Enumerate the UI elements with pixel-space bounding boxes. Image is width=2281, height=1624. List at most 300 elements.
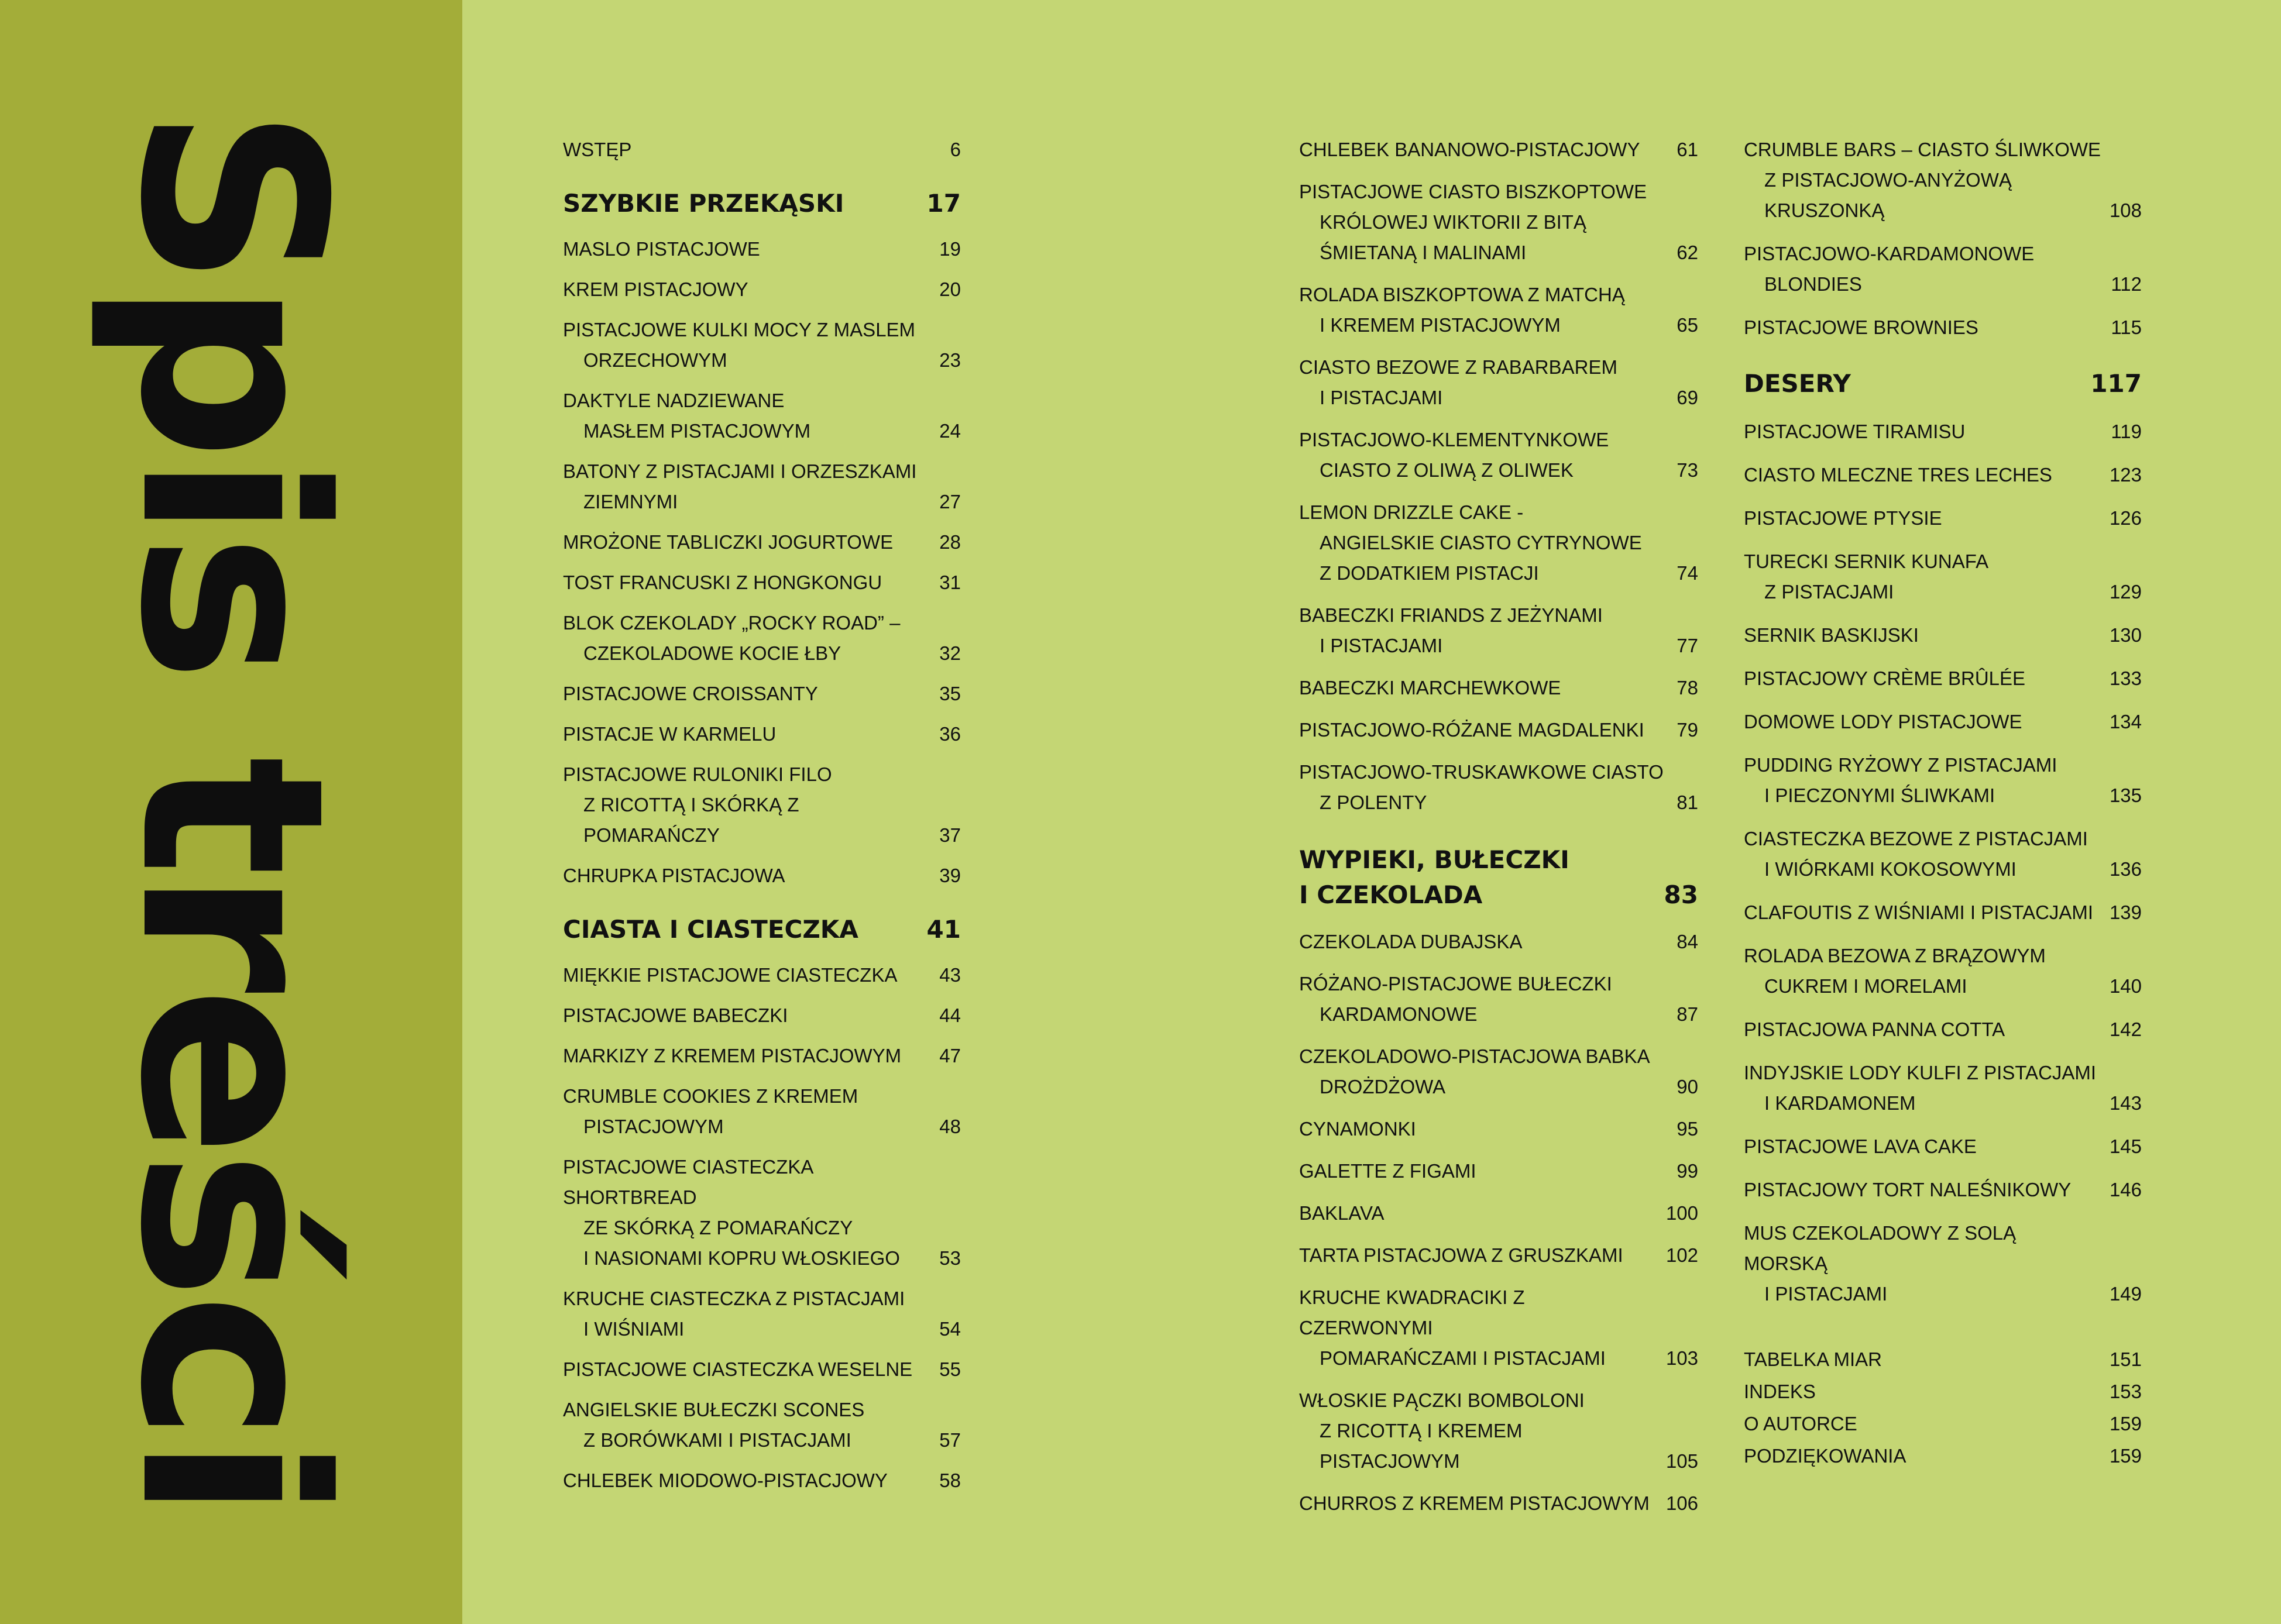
toc-title-line: PISTACJOWE RULONIKI FILO	[563, 763, 832, 785]
toc-entry-title	[1744, 417, 1965, 447]
toc-title-line: Z PISTACJOWO-ANYŻOWĄ	[1764, 169, 2012, 191]
toc-entry[interactable]	[1299, 1385, 1698, 1477]
toc-page-number: 119	[2111, 421, 2142, 442]
toc-page-number: 87	[1677, 1003, 1698, 1025]
toc-title-line: WŁOSKIE PĄCZKI BOMBOLONI	[1299, 1389, 1585, 1411]
toc-title-line: PISTACJOWO-RÓŻANE MAGDALENKI	[1299, 719, 1644, 741]
toc-title-line: Z BORÓWKAMI I PISTACJAMI	[583, 1429, 851, 1451]
toc-entry-title	[1744, 620, 1919, 651]
toc-title-line: ROLADA BISZKOPTOWA Z MATCHĄ	[1299, 284, 1625, 305]
toc-page-number: 115	[2111, 316, 2142, 338]
toc-entry[interactable]	[1299, 969, 1698, 1030]
toc-title-line: GALETTE Z FIGAMI	[1299, 1160, 1476, 1182]
toc-title-line: WYPIEKI, BUŁECZKI	[1299, 845, 1569, 874]
toc-page-number: 90	[1677, 1076, 1698, 1097]
toc-entry[interactable]	[563, 861, 961, 891]
toc-entry-title	[563, 135, 631, 165]
toc-entry-title	[1299, 1282, 1660, 1374]
toc-page-number: 145	[2109, 1136, 2142, 1157]
toc-entry-title	[1299, 1156, 1476, 1186]
toc-entry[interactable]	[563, 527, 961, 558]
toc-entry[interactable]	[1299, 177, 1698, 268]
toc-entry-title	[1299, 1114, 1416, 1144]
toc-title-line: CIASTO MLECZNE TRES LECHES	[1744, 464, 2052, 486]
toc-title-line: CZEKOLADOWE KOCIE ŁBY	[583, 642, 841, 664]
toc-entry[interactable]	[563, 1284, 961, 1344]
toc-page-number: 134	[2109, 711, 2142, 732]
toc-page-number: 140	[2109, 975, 2142, 997]
toc-entry[interactable]	[1299, 280, 1698, 340]
toc-title-line: KRÓLOWEJ WIKTORII Z BITĄ	[1320, 211, 1586, 233]
toc-entry[interactable]	[563, 386, 961, 446]
toc-entry-title	[1299, 757, 1664, 818]
toc-entry-title	[563, 1041, 901, 1071]
toc-entry-title	[1299, 1385, 1660, 1477]
toc-entry-title	[1299, 1240, 1623, 1271]
toc-entry[interactable]	[1744, 239, 2142, 300]
toc-page-number: 27	[939, 491, 961, 512]
toc-title-line: MASŁEM PISTACJOWYM	[583, 420, 811, 442]
toc-title-line: BAKLAVA	[1299, 1202, 1385, 1224]
toc-title-line: RÓŻANO-PISTACJOWE BUŁECZKI	[1299, 973, 1612, 995]
toc-title-line: CIASTO Z OLIWĄ Z OLIWEK	[1320, 459, 1574, 481]
toc-entry[interactable]	[563, 608, 961, 669]
toc-entry[interactable]	[1299, 497, 1698, 589]
toc-page-number: 62	[1677, 242, 1698, 263]
toc-page-number: 95	[1677, 1118, 1698, 1140]
toc-entry-title	[563, 1152, 933, 1274]
toc-title-line: PISTACJOWO-TRUSKAWKOWE CIASTO	[1299, 761, 1664, 783]
toc-entry-title	[1744, 460, 2052, 490]
toc-title-line: PISTACJOWE CIASTO BISZKOPTOWE	[1299, 181, 1647, 202]
toc-entry-title	[1744, 503, 1942, 534]
toc-page-number: 102	[1665, 1244, 1698, 1266]
toc-entry[interactable]	[1744, 1409, 2142, 1439]
toc-title-line: TARTA PISTACJOWA Z GRUSZKAMI	[1299, 1244, 1623, 1266]
toc-entry-title	[563, 386, 810, 446]
toc-entry[interactable]	[1744, 1218, 2142, 1309]
toc-entry-title	[1744, 1377, 1816, 1407]
toc-entry-title	[1744, 941, 2046, 1002]
toc-title-line: BABECZKI MARCHEWKOWE	[1299, 677, 1561, 699]
toc-entry[interactable]	[563, 960, 961, 990]
toc-entry[interactable]	[1299, 1240, 1698, 1271]
toc-page-number: 17	[926, 189, 961, 218]
toc-page-number: 47	[939, 1045, 961, 1066]
toc-entry-title	[563, 861, 785, 891]
toc-entry[interactable]	[1299, 425, 1698, 486]
toc-title-line: DESERY	[1744, 369, 1851, 398]
toc-column-3	[1744, 135, 2142, 1473]
toc-page-number: 146	[2109, 1179, 2142, 1200]
toc-entry-title	[1299, 1041, 1650, 1102]
toc-entry[interactable]	[563, 1041, 961, 1071]
toc-page-number: 31	[939, 572, 961, 593]
toc-title-line: PISTACJOWY CRÈME BRÛLÉE	[1744, 668, 2026, 689]
toc-entry-title	[1744, 1409, 1857, 1439]
toc-entry-title	[1744, 1175, 2071, 1205]
toc-page-number: 43	[939, 964, 961, 986]
toc-section-heading[interactable]	[1744, 366, 2142, 401]
toc-title-line: CHLEBEK MIODOWO-PISTACJOWY	[563, 1470, 888, 1491]
toc-title-line: PISTACJOWE CIASTECZKA WESELNE	[563, 1358, 913, 1380]
toc-title-line: I PISTACJAMI	[1764, 1283, 1888, 1305]
toc-page-number: 73	[1677, 459, 1698, 481]
toc-entry-title	[1299, 280, 1625, 340]
toc-entry-title	[563, 186, 844, 221]
toc-entry[interactable]	[1744, 1175, 2142, 1205]
toc-title-line: CYNAMONKI	[1299, 1118, 1416, 1140]
toc-entry-title	[1744, 312, 1978, 343]
toc-page-number: 41	[926, 915, 961, 944]
toc-entry-title	[1299, 497, 1642, 589]
toc-title-line: Z RICOTTĄ I KREMEM PISTACJOWYM	[1320, 1420, 1523, 1472]
toc-entry[interactable]	[563, 1081, 961, 1142]
toc-entry-title	[1299, 927, 1522, 957]
toc-page-number: 44	[939, 1004, 961, 1026]
toc-entry[interactable]	[563, 1395, 961, 1456]
toc-title-line: I PISTACJAMI	[1320, 635, 1443, 656]
toc-page-number: 123	[2109, 464, 2142, 486]
toc-page-number: 24	[939, 420, 961, 442]
toc-title-line: TURECKI SERNIK KUNAFA	[1744, 550, 1989, 572]
toc-entry-title	[1744, 546, 1988, 607]
toc-entry[interactable]	[1299, 600, 1698, 661]
toc-column-2	[1299, 135, 1698, 1530]
toc-entry-title	[1744, 135, 2101, 226]
toc-entry[interactable]	[1744, 1377, 2142, 1407]
toc-title-line: KRUCHE CIASTECZKA Z PISTACJAMI	[563, 1288, 905, 1309]
toc-entry[interactable]	[563, 679, 961, 709]
toc-entry[interactable]	[563, 1152, 961, 1274]
toc-section-heading[interactable]	[1299, 842, 1698, 913]
toc-entry-title	[1744, 1218, 2104, 1309]
toc-entry[interactable]	[1744, 707, 2142, 737]
toc-title-line: I KREMEM PISTACJOWYM	[1320, 314, 1561, 336]
toc-entry-title	[1744, 1058, 2096, 1119]
toc-entry[interactable]	[1299, 1156, 1698, 1186]
toc-title-line: PISTACJOWE BROWNIES	[1744, 316, 1978, 338]
toc-entry-title	[1744, 1131, 1977, 1162]
toc-entry-title	[1299, 425, 1609, 486]
toc-entry-title	[1299, 135, 1640, 165]
toc-entry-title	[1744, 824, 2088, 885]
toc-page-number: 117	[2090, 369, 2142, 398]
toc-entry-title	[1299, 715, 1644, 745]
toc-page-number: 112	[2111, 273, 2142, 295]
toc-entry-title	[563, 719, 776, 749]
toc-entry-title	[1299, 673, 1561, 703]
toc-entry[interactable]	[1744, 824, 2142, 885]
toc-entry-title	[563, 567, 882, 598]
toc-page-number: 36	[939, 723, 961, 745]
toc-section-heading[interactable]	[563, 186, 961, 221]
toc-page-number: 136	[2109, 858, 2142, 880]
toc-page-number: 57	[939, 1429, 961, 1451]
toc-title-line: DOMOWE LODY PISTACJOWE	[1744, 711, 2022, 732]
toc-entry-title	[1744, 1441, 1906, 1471]
toc-title-line: CIASTECZKA BEZOWE Z PISTACJAMI	[1744, 828, 2088, 849]
toc-entry[interactable]	[1299, 927, 1698, 957]
toc-page-number: 133	[2109, 668, 2142, 689]
toc-page-number: 54	[939, 1318, 961, 1340]
toc-title-line: KREM PISTACJOWY	[563, 278, 748, 300]
toc-entry[interactable]	[1744, 312, 2142, 343]
toc-title-line: CHLEBEK BANANOWO-PISTACJOWY	[1299, 139, 1640, 160]
toc-page-number: 139	[2109, 902, 2142, 923]
toc-page-number: 135	[2109, 785, 2142, 806]
toc-title-line: TABELKA MIAR	[1744, 1348, 1882, 1370]
toc-page-number: 20	[939, 278, 961, 300]
toc-entry-title	[1744, 663, 2025, 694]
toc-entry[interactable]	[1744, 546, 2142, 607]
toc-title-line: I WIÓRKAMI KOKOSOWYMI	[1764, 858, 2017, 880]
toc-entry[interactable]	[563, 456, 961, 517]
toc-title-line: I CZEKOLADA	[1299, 880, 1483, 909]
toc-page-number: 83	[1664, 880, 1698, 909]
toc-title-line: PISTACJOWO-KLEMENTYNKOWE	[1299, 429, 1609, 450]
toc-page-number: 69	[1677, 387, 1698, 408]
toc-entry[interactable]	[1744, 1131, 2142, 1162]
toc-title-line: PISTACJOWA PANNA COTTA	[1744, 1019, 2005, 1040]
toc-title-line: CUKREM I MORELAMI	[1764, 975, 1967, 997]
toc-entry[interactable]	[1744, 620, 2142, 651]
toc-title-line: O AUTORCE	[1744, 1413, 1857, 1434]
toc-entry-title	[563, 1000, 788, 1031]
toc-entry-title	[1299, 352, 1617, 413]
toc-title-line: CIASTA I CIASTECZKA	[563, 915, 858, 944]
toc-title-line: BATONY Z PISTACJAMI I ORZESZKAMI	[563, 460, 917, 482]
toc-page-number: 129	[2109, 581, 2142, 603]
toc-title-line: DROŻDŻOWA	[1320, 1076, 1446, 1097]
toc-page-number: 74	[1677, 562, 1698, 584]
toc-page-number: 143	[2109, 1092, 2142, 1114]
toc-title-line: PISTACJOWE CIASTECZKA SHORTBREAD	[563, 1156, 813, 1208]
toc-entry[interactable]	[1744, 1014, 2142, 1045]
toc-title-line: I NASIONAMI KOPRU WŁOSKIEGO	[583, 1247, 900, 1269]
toc-entry[interactable]	[1744, 750, 2142, 811]
toc-page-number: 65	[1677, 314, 1698, 336]
toc-title-line: ORZECHOWYM	[583, 349, 727, 371]
toc-entry-title	[563, 315, 915, 376]
toc-entry[interactable]	[563, 759, 961, 851]
toc-entry-title	[563, 274, 748, 305]
toc-page-number: 79	[1677, 719, 1698, 741]
toc-page-number: 37	[939, 824, 961, 846]
toc-title-line: DAKTYLE NADZIEWANE	[563, 390, 785, 411]
toc-page-number: 55	[939, 1358, 961, 1380]
toc-entry[interactable]	[563, 1000, 961, 1031]
toc-title-line: I PIECZONYMI ŚLIWKAMI	[1764, 785, 1995, 806]
toc-entry-title	[1299, 969, 1612, 1030]
toc-page-number: 105	[1665, 1450, 1698, 1472]
toc-entry[interactable]	[1744, 1344, 2142, 1375]
toc-title-line: CHRUPKA PISTACJOWA	[563, 865, 785, 886]
toc-page-number: 28	[939, 531, 961, 553]
toc-section-heading[interactable]	[563, 912, 961, 947]
toc-entry[interactable]	[563, 719, 961, 749]
page-title: Spis treści	[85, 106, 377, 1515]
toc-page-number: 153	[2109, 1381, 2142, 1402]
toc-entry-title	[1744, 366, 1851, 401]
toc-page-number: 61	[1677, 139, 1698, 160]
toc-title-line: KRUSZONKĄ	[1764, 199, 1885, 221]
toc-title-line: PISTACJOWY TORT NALEŚNIKOWY	[1744, 1179, 2072, 1200]
toc-entry-title	[563, 1354, 912, 1385]
toc-entry[interactable]	[1299, 673, 1698, 703]
toc-entry[interactable]	[1744, 663, 2142, 694]
toc-title-line: ŚMIETANĄ I MALINAMI	[1320, 242, 1527, 263]
toc-entry-title	[1744, 1014, 2005, 1045]
toc-title-line: CRUMBLE COOKIES Z KREMEM	[563, 1085, 858, 1107]
toc-entry-title	[563, 912, 858, 947]
toc-title-line: I PISTACJAMI	[1320, 387, 1443, 408]
toc-title-line: PISTACJOWE KULKI MOCY Z MASLEM	[563, 319, 916, 340]
toc-title-line: MUS CZEKOLADOWY Z SOLĄ MORSKĄ	[1744, 1222, 2017, 1274]
toc-page-number: 142	[2109, 1019, 2142, 1040]
toc-entry-title	[563, 1395, 864, 1456]
toc-page-number: 78	[1677, 677, 1698, 699]
toc-entry-title	[1299, 177, 1647, 268]
toc-page-number: 6	[950, 139, 961, 160]
toc-title-line: BABECZKI FRIANDS Z JEŻYNAMI	[1299, 604, 1603, 626]
toc-entry[interactable]	[1299, 135, 1698, 165]
toc-title-line: PISTACJOWE BABECZKI	[563, 1004, 788, 1026]
toc-title-line: I WIŚNIAMI	[583, 1318, 685, 1340]
toc-entry-title	[563, 456, 916, 517]
toc-entry-title	[563, 759, 933, 851]
toc-entry[interactable]	[563, 567, 961, 598]
toc-title-line: MIĘKKIE PISTACJOWE CIASTECZKA	[563, 964, 898, 986]
toc-page-number: 159	[2109, 1445, 2142, 1467]
toc-entry[interactable]	[1299, 1488, 1698, 1519]
toc-entry-title	[1744, 1344, 1882, 1375]
toc-page-number: 48	[939, 1116, 961, 1137]
toc-entry-title	[563, 527, 893, 558]
toc-page-number: 126	[2109, 507, 2142, 529]
toc-entry-title	[563, 960, 897, 990]
toc-page-number: 106	[1665, 1492, 1698, 1514]
toc-page-number: 149	[2109, 1283, 2142, 1305]
toc-entry-title	[1299, 600, 1603, 661]
toc-title-line: CLAFOUTIS Z WIŚNIAMI I PISTACJAMI	[1744, 902, 2094, 923]
toc-entry[interactable]	[1744, 941, 2142, 1002]
toc-title-line: I KARDAMONEM	[1764, 1092, 1916, 1114]
toc-entry-title	[563, 1081, 858, 1142]
toc-entry[interactable]	[563, 135, 961, 165]
toc-page-number: 103	[1665, 1347, 1698, 1369]
toc-title-line: CIASTO BEZOWE Z RABARBAREM	[1299, 356, 1617, 378]
toc-entry[interactable]	[563, 1354, 961, 1385]
toc-page-number: 77	[1677, 635, 1698, 656]
toc-title-line: ZIEMNYMI	[583, 491, 678, 512]
toc-page-number: 32	[939, 642, 961, 664]
toc-page-number: 53	[939, 1247, 961, 1269]
toc-page-number: 99	[1677, 1160, 1698, 1182]
toc-entry[interactable]	[563, 1465, 961, 1496]
toc-entry[interactable]	[1744, 135, 2142, 226]
toc-title-line: ROLADA BEZOWA Z BRĄZOWYM	[1744, 945, 2046, 966]
toc-column-1	[563, 135, 961, 1506]
toc-entry[interactable]	[1299, 715, 1698, 745]
toc-entry[interactable]	[563, 234, 961, 264]
toc-page-number: 19	[939, 238, 961, 260]
toc-entry[interactable]	[1299, 1282, 1698, 1374]
toc-title-line: TOST FRANCUSKI Z HONGKONGU	[563, 572, 882, 593]
toc-entry-title	[1744, 239, 2034, 300]
toc-entry[interactable]	[1299, 1041, 1698, 1102]
toc-title-line: CHURROS Z KREMEM PISTACJOWYM	[1299, 1492, 1650, 1514]
toc-page-number: 159	[2109, 1413, 2142, 1434]
toc-entry[interactable]	[1744, 1058, 2142, 1119]
toc-title-line: MARKIZY Z KREMEM PISTACJOWYM	[563, 1045, 902, 1066]
toc-page-number: 35	[939, 683, 961, 704]
toc-title-line: LEMON DRIZZLE CAKE -	[1299, 501, 1524, 523]
toc-title-line: INDYJSKIE LODY KULFI Z PISTACJAMI	[1744, 1062, 2097, 1083]
toc-title-line: MROŻONE TABLICZKI JOGURTOWE	[563, 531, 894, 553]
toc-title-line: Z PISTACJAMI	[1764, 581, 1894, 603]
toc-entry-title	[1744, 750, 2057, 811]
toc-entry-title	[1299, 1488, 1650, 1519]
toc-title-line: WSTĘP	[563, 139, 632, 160]
toc-entry-title	[563, 608, 900, 669]
toc-page-number: 58	[939, 1470, 961, 1491]
toc-title-line: INDEKS	[1744, 1381, 1816, 1402]
toc-entry-title	[563, 234, 760, 264]
toc-title-line: SERNIK BASKIJSKI	[1744, 624, 1919, 646]
toc-title-line: BLOK CZEKOLADY „ROCKY ROAD” –	[563, 612, 901, 634]
toc-title-line: KRUCHE KWADRACIKI Z CZERWONYMI	[1299, 1286, 1525, 1339]
toc-entry[interactable]	[1299, 1198, 1698, 1229]
toc-title-line: PISTACJOWE PTYSIE	[1744, 507, 1942, 529]
toc-entry[interactable]	[1744, 1441, 2142, 1471]
toc-entry[interactable]	[1744, 897, 2142, 928]
toc-entry-title	[1744, 897, 2093, 928]
toc-page-number: 151	[2109, 1348, 2142, 1370]
toc-title-line: MASLO PISTACJOWE	[563, 238, 760, 260]
toc-page-number: 100	[1665, 1202, 1698, 1224]
toc-title-line: ZE SKÓRKĄ Z POMARAŃCZY	[583, 1217, 853, 1238]
toc-title-line: PISTACJOWE CROISSANTY	[563, 683, 818, 704]
toc-entry[interactable]	[1299, 1114, 1698, 1144]
toc-title-line: PISTACJOWYM	[583, 1116, 724, 1137]
toc-entry[interactable]	[1299, 352, 1698, 413]
toc-title-line: Z RICOTTĄ I SKÓRKĄ Z POMARAŃCZY	[583, 794, 799, 846]
toc-title-line: PISTACJOWE LAVA CAKE	[1744, 1136, 1977, 1157]
toc-entry[interactable]	[563, 315, 961, 376]
toc-entry[interactable]	[1744, 460, 2142, 490]
toc-page-number: 39	[939, 865, 961, 886]
toc-entry[interactable]	[1299, 757, 1698, 818]
toc-entry[interactable]	[563, 274, 961, 305]
toc-title-line: PUDDING RYŻOWY Z PISTACJAMI	[1744, 754, 2057, 776]
toc-title-line: ANGIELSKIE BUŁECZKI SCONES	[563, 1399, 865, 1420]
toc-entry[interactable]	[1744, 503, 2142, 534]
toc-page-number: 130	[2109, 624, 2142, 646]
toc-title-line: PISTACJOWE TIRAMISU	[1744, 421, 1966, 442]
toc-title-line: POMARAŃCZAMI I PISTACJAMI	[1320, 1347, 1606, 1369]
toc-title-line: CZEKOLADA DUBAJSKA	[1299, 931, 1523, 952]
toc-title-line: ANGIELSKIE CIASTO CYTRYNOWE	[1320, 532, 1642, 553]
toc-title-line: BLONDIES	[1764, 273, 1862, 295]
toc-title-line: Z POLENTY	[1320, 792, 1427, 813]
toc-title-line: PODZIĘKOWANIA	[1744, 1445, 1906, 1467]
toc-entry-title	[1744, 707, 2022, 737]
toc-entry[interactable]	[1744, 417, 2142, 447]
toc-title-line: Z DODATKIEM PISTACJI	[1320, 562, 1539, 584]
toc-title-line: PISTACJE W KARMELU	[563, 723, 777, 745]
toc-entry-title	[563, 1284, 905, 1344]
